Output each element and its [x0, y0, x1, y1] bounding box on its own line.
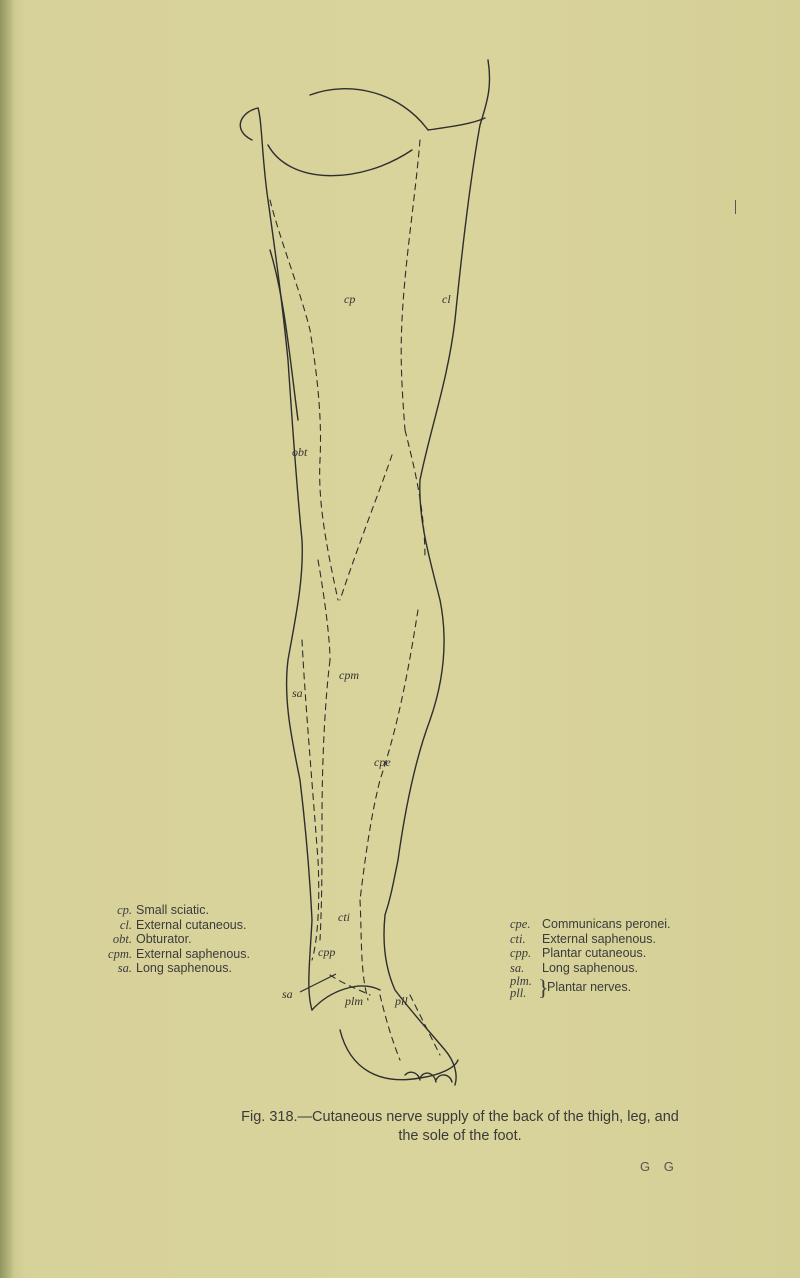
legend-text-plantar-nerves: Plantar nerves. [547, 980, 632, 995]
gluteal-fold [268, 145, 412, 176]
legend-row [86, 918, 250, 933]
label-cp: cp [344, 292, 356, 306]
brace-glyph: } [538, 975, 549, 1001]
nerve-line-cross-b [405, 430, 425, 560]
legend-text: Plantar cutaneous. [542, 946, 647, 961]
legend-text: Obturator. [136, 932, 192, 947]
label-sa-upper: sa [292, 686, 303, 700]
figure-caption: Fig. 318.—Cutaneous nerve supply of the back of the thigh, leg, and the sole of the foot. [241, 1109, 679, 1144]
legend-text: External cutaneous. [136, 917, 247, 932]
top-curve [240, 108, 258, 140]
legend-row [510, 961, 671, 976]
legend-abbr: cpp. [510, 946, 532, 961]
nerve-line-pll [410, 995, 440, 1055]
limb-outline-right [384, 60, 490, 1085]
legend-brace-row [510, 975, 671, 1005]
legend-row [510, 946, 671, 961]
legend-right [510, 917, 671, 1005]
legend-left [86, 903, 250, 976]
legend-abbr: cpm. [108, 946, 132, 961]
legend-abbr: cpe. [510, 917, 531, 931]
legend-text: Communicans peronei. [542, 917, 671, 931]
nerve-line-cl [401, 140, 420, 430]
legend-brace-abbrs [510, 975, 532, 999]
legend-row [86, 932, 250, 947]
legend-abbr: cl. [119, 917, 132, 932]
legend-text: Small sciatic. [136, 903, 209, 917]
nerve-line-cross-c [318, 560, 330, 660]
label-cl: cl [442, 292, 451, 306]
sa-pointer-line [300, 974, 336, 992]
legend-row [510, 932, 671, 947]
legend-abbr-plm: plm. [510, 974, 532, 989]
nerve-line-sa [302, 640, 319, 960]
legend-row [86, 947, 250, 962]
nerve-line-cti [360, 900, 368, 1000]
legend-text: Long saphenous. [136, 961, 232, 976]
label-obt: obt [292, 445, 308, 459]
legend-abbr-pll: pll. [510, 986, 527, 1001]
legend-text: External saphenous. [542, 931, 656, 946]
legend-row [86, 903, 250, 918]
limb-outline-left [258, 108, 312, 1010]
legend-abbr: obt. [112, 932, 132, 947]
legend-row [510, 917, 671, 932]
nerve-line-cpm [320, 660, 330, 940]
label-cpe: cpe [374, 755, 391, 769]
legend-abbr: cp. [117, 903, 132, 917]
label-cti: cti [338, 910, 350, 924]
label-cpp: cpp [318, 945, 336, 959]
hip-curve [310, 89, 485, 130]
label-plm: plm [345, 994, 363, 1008]
legend-abbr: sa. [117, 961, 132, 976]
label-cpm: cpm [339, 668, 359, 682]
signature-mark: G G [640, 1159, 679, 1174]
label-sa-lower: sa [282, 987, 293, 1001]
legend-text: External saphenous. [136, 946, 250, 961]
label-pll: pll [395, 994, 408, 1008]
nerve-line-cp [270, 200, 338, 600]
legend-abbr: sa. [510, 960, 525, 975]
nerve-line-cross-a [340, 455, 392, 600]
legend-row [86, 961, 250, 976]
legend-abbr: cti. [510, 931, 526, 946]
legend-text: Long saphenous. [542, 960, 638, 975]
